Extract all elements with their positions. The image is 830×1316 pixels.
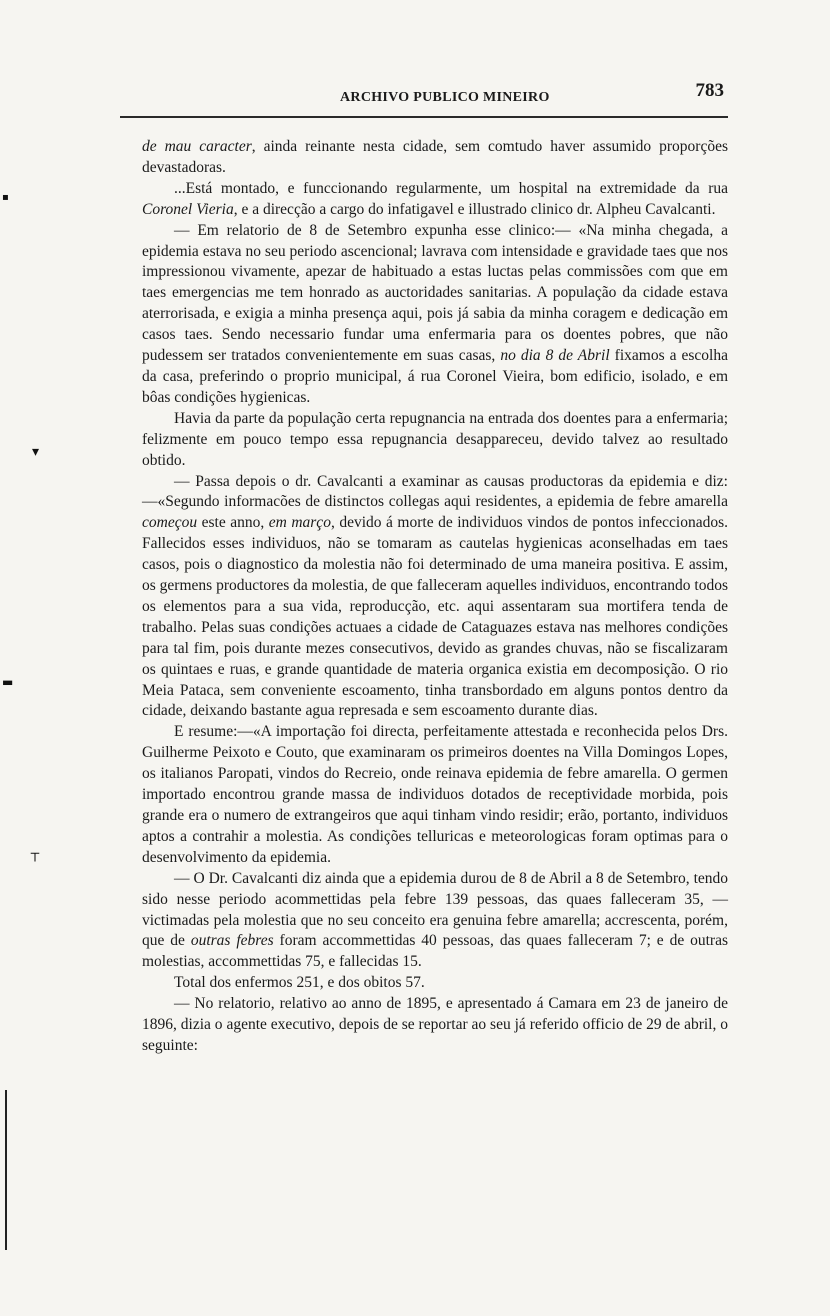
binding-edge-line bbox=[5, 1090, 7, 1250]
margin-mark: ▪ bbox=[2, 192, 9, 203]
margin-mark: ▬ bbox=[2, 675, 14, 689]
italic-phrase: no dia 8 de Abril bbox=[500, 347, 610, 365]
paragraph: Havia da parte da população certa repugnancia na entrada dos doentes para a enfermaria; felizmente em pouco tempo essa repugnancia desappareceu, devido talvez ao resultado obtido. bbox=[142, 409, 728, 469]
page-number: 783 bbox=[695, 80, 724, 101]
paragraph-total: Total dos enfermos 251, e dos obitos 57. bbox=[174, 974, 425, 992]
italic-phrase: outras febres bbox=[190, 932, 274, 950]
running-head bbox=[140, 80, 728, 110]
paragraph: de mau caracter, ainda reinante nesta cidade, sem comtudo haver assumido proporções devastadoras. bbox=[142, 138, 728, 176]
running-title: ARCHIVO PUBLICO MINEIRO bbox=[340, 90, 550, 105]
italic-phrase: em março bbox=[268, 514, 331, 532]
paragraph: — Em relatorio de 8 de Setembro expunha esse clinico:— «Na minha chegada, a epidemia estava no seu periodo ascencional; lavrava com intensidade e gravidade taes que nos impressionou vivamente, apezar de habituado a estas luctas pelas commissões com que em taes emergencias me tem honrado as auctoridades sanitarias. A população da cidade estava aterrorisada, e exigia a minha presença aqui, pois já sabia da minha coragem e dedicação em casos taes. Sendo necessario fundar uma enfermaria para os doentes pobres, que não pudessem ser tratados convenientemente em suas casas, no dia 8 de Abril fixamos a escolha da casa, preferindo o proprio municipal, á rua Coronel Vieira, bom edificio, isolado, e em bôas condições hygienicas. bbox=[142, 221, 728, 406]
italic-phrase: começou bbox=[142, 514, 198, 532]
paragraph: — No relatorio, relativo ao anno de 1895, e apresentado á Camara em 23 de janeiro de 1896, dizia o agente executivo, depois de se reportar ao seu já referido officio de 29 de abril, o seguinte: bbox=[142, 995, 728, 1054]
paragraph: ...Está montado, e funccionando regularmente, um hospital na extremidade da rua Coronel Vieria, e a direcção a cargo do infatigavel e illustrado clinico dr. Alpheu Cavalcanti. bbox=[142, 179, 728, 218]
italic-phrase: de mau caracter bbox=[142, 138, 252, 155]
body-text bbox=[142, 137, 728, 1057]
italic-phrase: Coronel Vieria bbox=[142, 200, 234, 218]
header-rule bbox=[120, 116, 728, 118]
paragraph: — Passa depois o dr. Cavalcanti a examinar as causas productoras da epidemia e diz: —«Segundo informacões de distinctos collegas aqui residentes, a epidemia de febre amarella começou este anno, em março, devido á morte de individuos vindos de pontos infeccionados. Fallecidos esses individuos, não se tomaram as cautelas hygienicas aconselhadas em taes casos, pois o diagnostico da molestia não foi determinado de uma maneira positiva. E assim, os germens productores da molestia, de que falleceram aquelles individuos, encontrando todos os elementos para a sua vida, reproducção, etc. aqui assentaram sua mortifera tenda de trabalho. Pelas suas condições actuaes a cidade de Cataguazes estava nas melhores condições para tal fim, pois durante mezes consecutivos, devido as grandes chuvas, não se fiscalizaram os quintaes e ruas, e grande quantidade de materia organica existia em decomposição. O rio Meia Pataca, sem conveniente escoamento, tinha transbordado em alguns pontos dentro da cidade, deixando bastante agua represada e sem escoamento durante dias. bbox=[142, 472, 729, 720]
paragraph: E resume:—«A importação foi directa, perfeitamente attestada e reconhecida pelos Drs. Guilherme Peixoto e Couto, que examinaram os primeiros doentes na Villa Domingos Lopes, os italianos Paropati, vindos do Recreio, onde reinava epidemia de febre amarella. O germen importado encontrou grande massa de individuos dotados de receptividade morbida, pois grande era o numero de extrangeiros que aqui tinham vindo residir; erão, portanto, individuos aptos a contrahir a molestia. As condições telluricas e meteorologicas foram optimas para o desenvolvimento da epidemia. bbox=[142, 723, 728, 866]
paragraph: — O Dr. Cavalcanti diz ainda que a epidemia durou de 8 de Abril a 8 de Setembro, tendo sido nesse periodo acommettidas pela febre 139 pessoas, das quaes falleceram 35, — victimadas pela molestia que no seu conceito era genuina febre amarella; accrescenta, porém, que de outras febres foram accommettidas 40 pessoas, das quaes falleceram 7; e de outras molestias, accommettidas 75, e fallecidas 15. bbox=[142, 869, 728, 971]
margin-mark: ▾ bbox=[32, 444, 40, 460]
margin-mark: ⸆ bbox=[30, 848, 40, 872]
